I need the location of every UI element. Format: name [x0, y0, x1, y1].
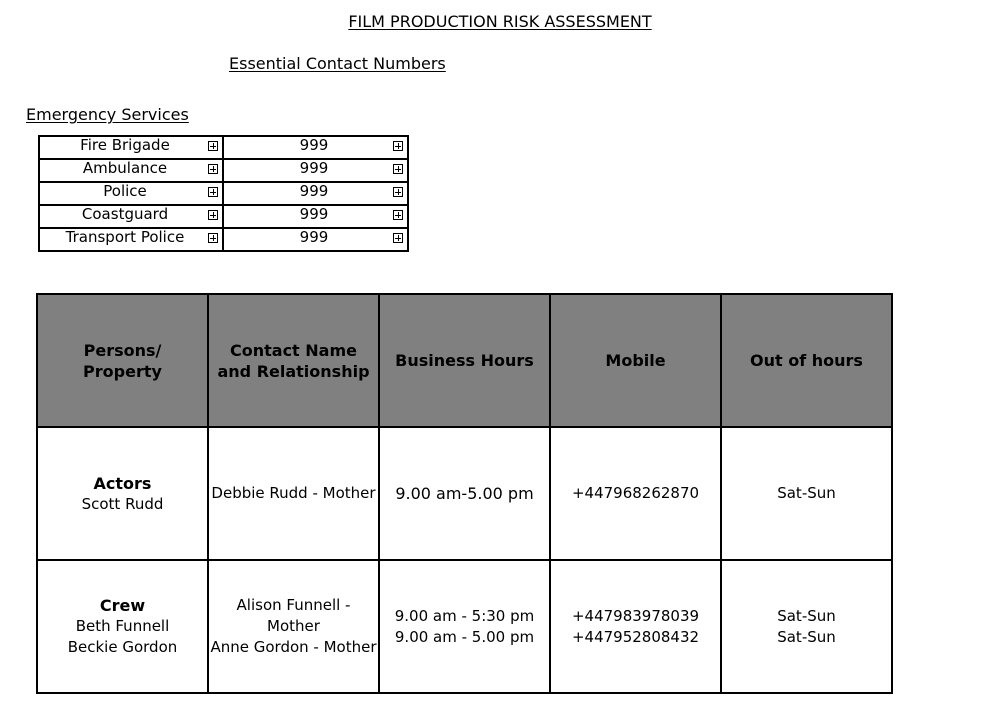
person-name: Scott Rudd: [81, 494, 164, 513]
expand-icon[interactable]: [393, 141, 403, 151]
header-mobile: Mobile: [550, 294, 721, 427]
contacts-heading: Essential Contact Numbers: [229, 54, 446, 73]
persons-cell: [37, 560, 208, 693]
service-number: 999: [299, 205, 329, 223]
business-hours-cell: [379, 427, 550, 560]
expand-icon[interactable]: [208, 164, 218, 174]
out-of-hours-cell: [721, 560, 892, 693]
table-row: [37, 560, 892, 693]
expand-icon[interactable]: [208, 233, 218, 243]
emergency-row: [39, 228, 408, 251]
contacts-table: [36, 293, 893, 694]
mobile-cell: [550, 427, 721, 560]
contact-name: Debbie Rudd - Mother: [211, 484, 376, 502]
business-hours-cell: [379, 560, 550, 693]
expand-icon[interactable]: [393, 210, 403, 220]
header-business-hours: Business Hours: [379, 294, 550, 427]
out-of-hours: Sat-Sun: [777, 484, 836, 502]
expand-icon[interactable]: [393, 164, 403, 174]
expand-icon[interactable]: [393, 187, 403, 197]
contact-name: Alison Funnell - Mother: [236, 596, 351, 635]
expand-icon[interactable]: [208, 210, 218, 220]
expand-icon[interactable]: [393, 233, 403, 243]
header-persons: Persons/ Property: [37, 294, 208, 427]
service-number: 999: [299, 159, 329, 177]
contact-cell: [208, 427, 379, 560]
number-cell: [223, 228, 408, 251]
document-title: FILM PRODUCTION RISK ASSESSMENT: [348, 12, 652, 31]
person-name: Beckie Gordon: [67, 638, 178, 656]
category-label: Crew: [99, 596, 146, 615]
service-cell: [39, 228, 223, 251]
service-number: 999: [299, 136, 329, 154]
mobile-number: +447952808432: [571, 627, 700, 646]
out-of-hours: Sat-Sun: [777, 606, 836, 625]
category-label: Actors: [93, 473, 152, 493]
business-hours: 9.00 am-5.00 pm: [395, 484, 534, 503]
emergency-services-heading: Emergency Services: [26, 105, 189, 124]
service-name: Fire Brigade: [80, 136, 170, 154]
persons-cell: [37, 427, 208, 560]
out-of-hours-cell: [721, 427, 892, 560]
header-out-of-hours: Out of hours: [721, 294, 892, 427]
contact-cell: [208, 560, 379, 693]
service-name: Police: [103, 182, 147, 200]
table-row: [37, 427, 892, 560]
header-row: [37, 294, 892, 427]
service-number: 999: [299, 182, 329, 200]
service-name: Coastguard: [81, 205, 169, 223]
person-name: Beth Funnell: [75, 617, 170, 635]
expand-icon[interactable]: [208, 141, 218, 151]
service-name: Transport Police: [65, 228, 185, 246]
expand-icon[interactable]: [208, 187, 218, 197]
service-number: 999: [299, 228, 329, 246]
emergency-services-table: [38, 135, 409, 252]
contact-name: Anne Gordon - Mother: [210, 638, 377, 656]
out-of-hours: Sat-Sun: [777, 627, 836, 646]
service-name: Ambulance: [82, 159, 168, 177]
mobile-number: +447983978039: [571, 606, 700, 625]
business-hours: 9.00 am - 5:30 pm: [394, 606, 535, 625]
mobile-number: +447968262870: [571, 484, 700, 502]
header-contact: Contact Name and Relationship: [208, 294, 379, 427]
business-hours: 9.00 am - 5.00 pm: [394, 627, 535, 646]
mobile-cell: [550, 560, 721, 693]
